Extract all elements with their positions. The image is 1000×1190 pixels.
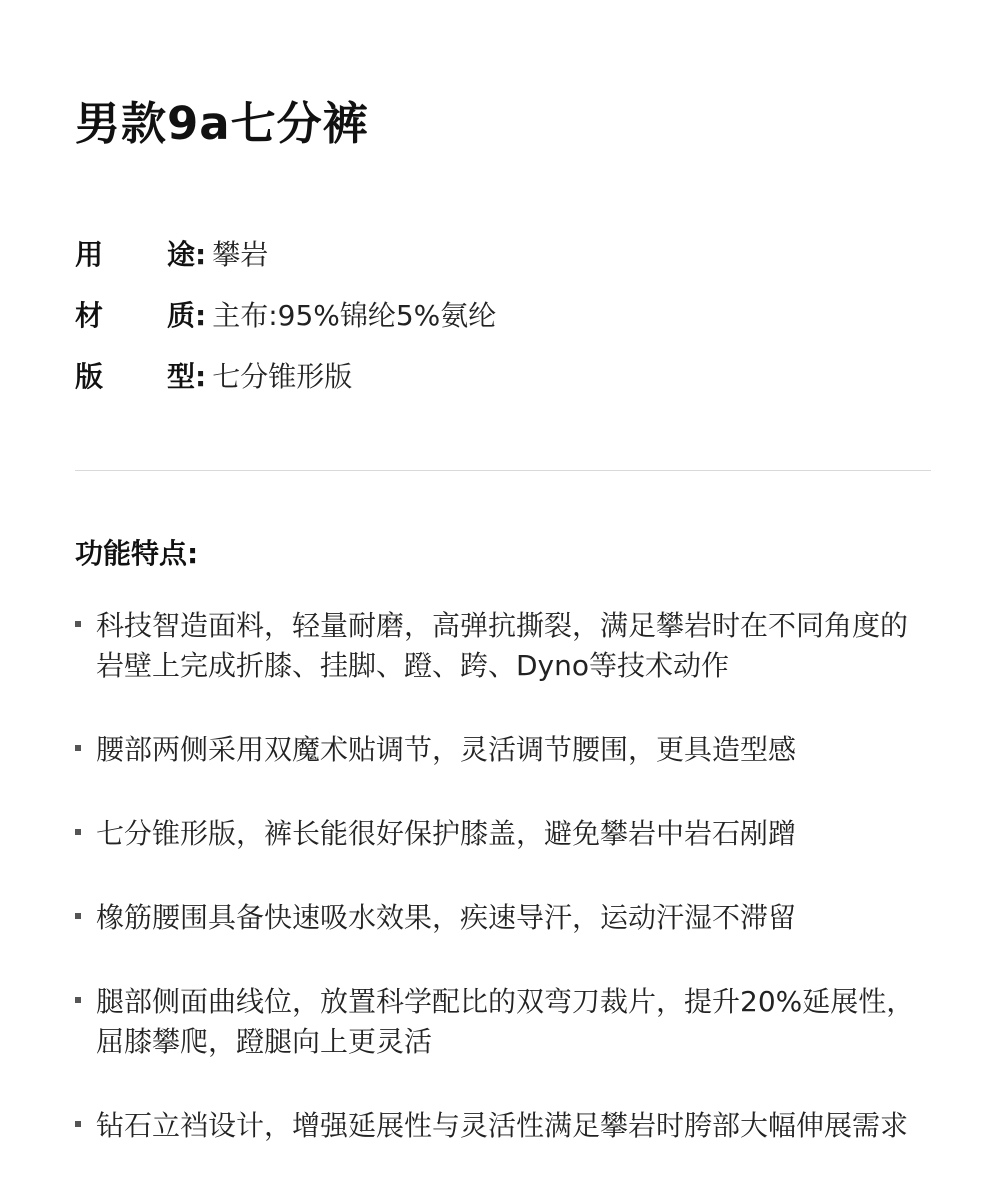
spec-colon: : xyxy=(195,238,207,271)
feature-item xyxy=(75,606,935,686)
feature-text: 七分锥形版，裤长能很好保护膝盖，避免攀岩中岩石剐蹭 xyxy=(96,817,797,850)
feature-text: 科技智造面料，轻量耐磨，高弹抗撕裂，满足攀岩时在不同角度的岩壁上完成折膝、挂脚、蹬、跨、Dyno等技术动作 xyxy=(96,609,909,682)
spec-value-fit: 七分锥形版 xyxy=(212,360,353,393)
spec-value-material: 主布:95%锦纶5%氨纶 xyxy=(212,299,497,332)
spec-colon: : xyxy=(195,360,207,393)
spec-row-fit xyxy=(75,354,496,399)
feature-item xyxy=(75,982,935,1062)
spec-colon: : xyxy=(195,299,207,332)
spec-row-material xyxy=(75,293,496,338)
feature-text: 钻石立裆设计，增强延展性与灵活性满足攀岩时胯部大幅伸展需求 xyxy=(96,1109,909,1142)
spec-key-char: 版 xyxy=(75,360,104,393)
spec-key-char: 途 xyxy=(166,238,195,271)
product-title: 男款9a七分裤 xyxy=(75,97,369,150)
bullet-icon xyxy=(75,621,81,627)
feature-list xyxy=(75,606,935,1190)
spec-key xyxy=(75,293,195,338)
feature-text: 橡筋腰围具备快速吸水效果，疾速导汗，运动汗湿不滞留 xyxy=(96,901,797,934)
bullet-icon xyxy=(75,997,81,1003)
spec-key xyxy=(75,354,195,399)
spec-row-usage xyxy=(75,232,496,277)
feature-text: 腰部两侧采用双魔术贴调节，灵活调节腰围，更具造型感 xyxy=(96,733,797,766)
spec-key-char: 质 xyxy=(166,299,195,332)
spec-key-char: 型 xyxy=(166,360,195,393)
section-divider xyxy=(75,470,931,471)
bullet-icon xyxy=(75,745,81,751)
feature-item xyxy=(75,730,935,770)
spec-key-char: 材 xyxy=(75,299,104,332)
spec-value-usage: 攀岩 xyxy=(212,238,269,271)
feature-item xyxy=(75,898,935,938)
bullet-icon xyxy=(75,913,81,919)
feature-item xyxy=(75,1106,935,1146)
features-heading: 功能特点: xyxy=(75,537,199,570)
feature-text: 腿部侧面曲线位，放置科学配比的双弯刀裁片，提升20%延展性，屈膝攀爬，蹬腿向上更灵活 xyxy=(96,985,915,1058)
feature-item xyxy=(75,814,935,854)
spec-key xyxy=(75,232,195,277)
bullet-icon xyxy=(75,1121,81,1127)
spec-list xyxy=(75,232,496,415)
bullet-icon xyxy=(75,829,81,835)
spec-key-char: 用 xyxy=(75,238,104,271)
